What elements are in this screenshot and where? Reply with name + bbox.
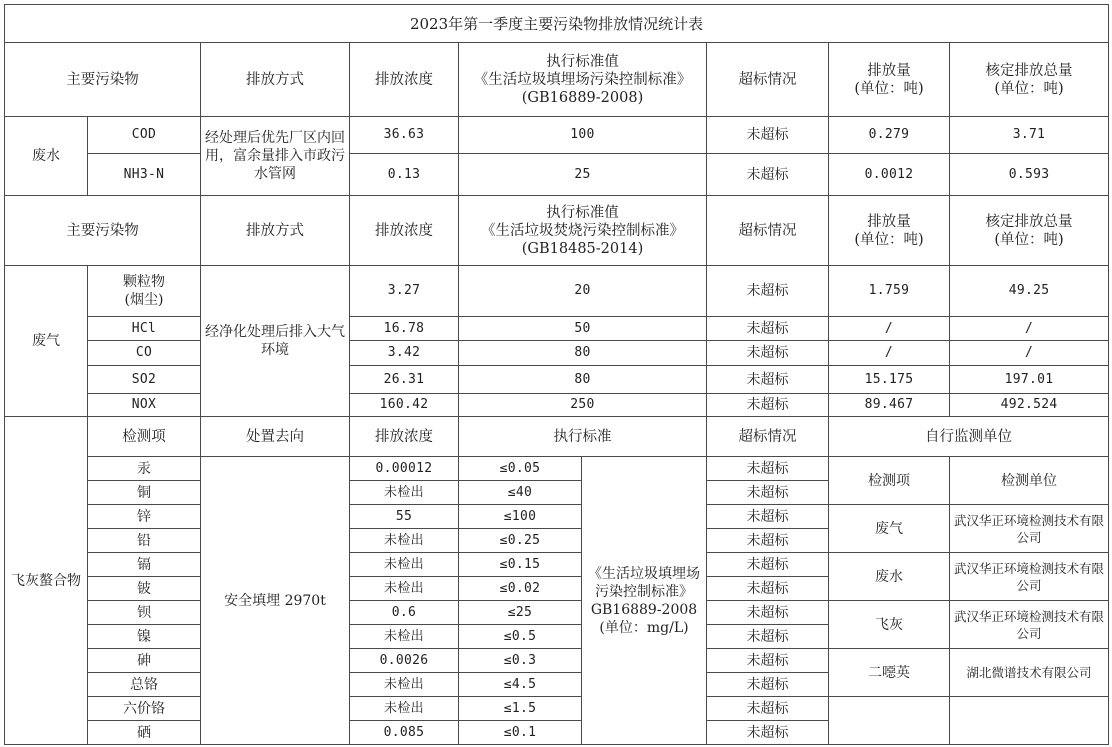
standard-value: 100 (459, 117, 707, 154)
standard-value: 50 (459, 317, 707, 341)
pollutant-name: NOX (88, 394, 201, 417)
header-exceed: 超标情况 (707, 417, 829, 457)
metal-name: 硒 (88, 721, 201, 745)
metal-name: 总铬 (88, 673, 201, 697)
concentration-value: 未检出 (350, 529, 459, 553)
exceed-status: 未超标 (707, 457, 829, 481)
exceed-status: 未超标 (707, 673, 829, 697)
header-row-wastewater (5, 43, 1109, 117)
limit-value: ≤1.5 (459, 697, 582, 721)
flyash-disposal: 安全填埋 2970t (201, 457, 350, 745)
limit-value: ≤4.5 (459, 673, 582, 697)
exceed-status: 未超标 (707, 117, 829, 154)
monitor-item: 废水 (829, 553, 950, 601)
exceed-status: 未超标 (707, 394, 829, 417)
limit-value: ≤0.02 (459, 577, 582, 601)
header-disposal: 处置去向 (201, 417, 350, 457)
category-wastewater: 废水 (5, 117, 88, 196)
metal-name: 铍 (88, 577, 201, 601)
pollutant-name: 颗粒物 (烟尘) (88, 266, 201, 317)
pollutant-name: SO2 (88, 366, 201, 394)
standard-value: 250 (459, 394, 707, 417)
header-standard: 执行标准值 《生活垃圾焚烧污染控制标准》 (GB18485-2014) (459, 196, 707, 266)
exceed-status: 未超标 (707, 577, 829, 601)
header-standard: 执行标准 (459, 417, 707, 457)
exceed-status: 未超标 (707, 721, 829, 745)
concentration-value: 0.00012 (350, 457, 459, 481)
metal-name: 钡 (88, 601, 201, 625)
amount-value: / (829, 317, 950, 341)
header-item: 检测项 (88, 417, 201, 457)
header-concentration: 排放浓度 (350, 43, 459, 117)
header-concentration: 排放浓度 (350, 196, 459, 266)
concentration-value: 3.27 (350, 266, 459, 317)
concentration-value: 未检出 (350, 553, 459, 577)
header-concentration: 排放浓度 (350, 417, 459, 457)
approved-value: 49.25 (950, 266, 1109, 317)
category-flyash: 飞灰螯合物 (5, 417, 88, 745)
metal-name: 汞 (88, 457, 201, 481)
exceed-status: 未超标 (707, 649, 829, 673)
monitor-unit: 武汉华正环境检测技术有限公司 (950, 601, 1109, 649)
standard-value: 20 (459, 266, 707, 317)
emission-table (4, 4, 1109, 745)
table-row (5, 601, 1109, 625)
metal-name: 锌 (88, 505, 201, 529)
exceed-status: 未超标 (707, 553, 829, 577)
exceed-status: 未超标 (707, 366, 829, 394)
monitor-unit: 武汉华正环境检测技术有限公司 (950, 553, 1109, 601)
table-row (5, 341, 1109, 366)
limit-value: ≤40 (459, 481, 582, 505)
limit-value: ≤0.5 (459, 625, 582, 649)
header-row-wastegas (5, 196, 1109, 266)
monitor-unit: 湖北微谱技术有限公司 (950, 649, 1109, 697)
concentration-value: 0.085 (350, 721, 459, 745)
concentration-value: 0.0026 (350, 649, 459, 673)
pollutant-name: CO (88, 341, 201, 366)
header-exceed: 超标情况 (707, 43, 829, 117)
limit-value: ≤0.1 (459, 721, 582, 745)
exceed-status: 未超标 (707, 341, 829, 366)
header-standard: 执行标准值 《生活垃圾填埋场污染控制标准》 (GB16889-2008) (459, 43, 707, 117)
amount-value: 1.759 (829, 266, 950, 317)
amount-value: 89.467 (829, 394, 950, 417)
monitor-empty-cell (950, 697, 1109, 745)
exceed-status: 未超标 (707, 266, 829, 317)
monitor-item: 废气 (829, 505, 950, 553)
concentration-value: 0.6 (350, 601, 459, 625)
monitor-header-item: 检测项 (829, 457, 950, 505)
monitor-header-unit: 检测单位 (950, 457, 1109, 505)
limit-value: ≤0.3 (459, 649, 582, 673)
exceed-status: 未超标 (707, 481, 829, 505)
metal-name: 砷 (88, 649, 201, 673)
limit-value: ≤100 (459, 505, 582, 529)
exceed-status: 未超标 (707, 529, 829, 553)
table-title: 2023年第一季度主要污染物排放情况统计表 (5, 5, 1109, 43)
table-row (5, 117, 1109, 154)
concentration-value: 未检出 (350, 625, 459, 649)
approved-value: 3.71 (950, 117, 1109, 154)
monitor-empty-cell (829, 697, 950, 745)
table-row (5, 266, 1109, 317)
concentration-value: 3.42 (350, 341, 459, 366)
exceed-status: 未超标 (707, 625, 829, 649)
monitor-item: 二噁英 (829, 649, 950, 697)
limit-value: ≤0.05 (459, 457, 582, 481)
exceed-status: 未超标 (707, 154, 829, 196)
concentration-value: 36.63 (350, 117, 459, 154)
emission-report (4, 4, 1108, 745)
monitor-unit: 武汉华正环境检测技术有限公司 (950, 505, 1109, 553)
table-row (5, 553, 1109, 577)
concentration-value: 16.78 (350, 317, 459, 341)
header-exceed: 超标情况 (707, 196, 829, 266)
table-row (5, 457, 1109, 481)
amount-value: 0.0012 (829, 154, 950, 196)
header-approved: 核定排放总量 (单位：吨) (950, 43, 1109, 117)
concentration-value: 未检出 (350, 697, 459, 721)
monitor-item: 飞灰 (829, 601, 950, 649)
exceed-status: 未超标 (707, 505, 829, 529)
header-amount: 排放量 (单位：吨) (829, 43, 950, 117)
limit-value: ≤25 (459, 601, 582, 625)
table-row (5, 697, 1109, 721)
metal-name: 六价铬 (88, 697, 201, 721)
exceed-status: 未超标 (707, 317, 829, 341)
concentration-value: 0.13 (350, 154, 459, 196)
concentration-value: 未检出 (350, 673, 459, 697)
metal-name: 镉 (88, 553, 201, 577)
approved-value: 0.593 (950, 154, 1109, 196)
wastegas-method: 经净化处理后排入大气环境 (201, 266, 350, 417)
concentration-value: 未检出 (350, 577, 459, 601)
header-pollutant: 主要污染物 (5, 43, 201, 117)
wastewater-method: 经处理后优先厂区内回用，富余量排入市政污水管网 (201, 117, 350, 196)
amount-value: 0.279 (829, 117, 950, 154)
approved-value: / (950, 317, 1109, 341)
table-row (5, 154, 1109, 196)
standard-value: 80 (459, 366, 707, 394)
header-monitor: 自行监测单位 (829, 417, 1109, 457)
table-row (5, 649, 1109, 673)
table-row (5, 505, 1109, 529)
header-method: 排放方式 (201, 43, 350, 117)
pollutant-name: COD (88, 117, 201, 154)
standard-value: 25 (459, 154, 707, 196)
exceed-status: 未超标 (707, 601, 829, 625)
header-amount: 排放量 (单位：吨) (829, 196, 950, 266)
table-row (5, 394, 1109, 417)
header-method: 排放方式 (201, 196, 350, 266)
approved-value: 492.524 (950, 394, 1109, 417)
amount-value: 15.175 (829, 366, 950, 394)
exceed-status: 未超标 (707, 697, 829, 721)
pollutant-name: NH3-N (88, 154, 201, 196)
concentration-value: 55 (350, 505, 459, 529)
metal-name: 铜 (88, 481, 201, 505)
amount-value: / (829, 341, 950, 366)
pollutant-name: HCl (88, 317, 201, 341)
limit-value: ≤0.25 (459, 529, 582, 553)
approved-value: 197.01 (950, 366, 1109, 394)
table-row (5, 317, 1109, 341)
metal-name: 铅 (88, 529, 201, 553)
concentration-value: 160.42 (350, 394, 459, 417)
metal-name: 镍 (88, 625, 201, 649)
category-wastegas: 废气 (5, 266, 88, 417)
header-row-flyash (5, 417, 1109, 457)
limit-value: ≤0.15 (459, 553, 582, 577)
table-row (5, 366, 1109, 394)
flyash-standard-note: 《生活垃圾填埋场污染控制标准》 GB16889-2008 (单位：mg/L) (582, 457, 707, 745)
header-approved: 核定排放总量 (单位：吨) (950, 196, 1109, 266)
approved-value: / (950, 341, 1109, 366)
concentration-value: 26.31 (350, 366, 459, 394)
standard-value: 80 (459, 341, 707, 366)
header-pollutant: 主要污染物 (5, 196, 201, 266)
concentration-value: 未检出 (350, 481, 459, 505)
